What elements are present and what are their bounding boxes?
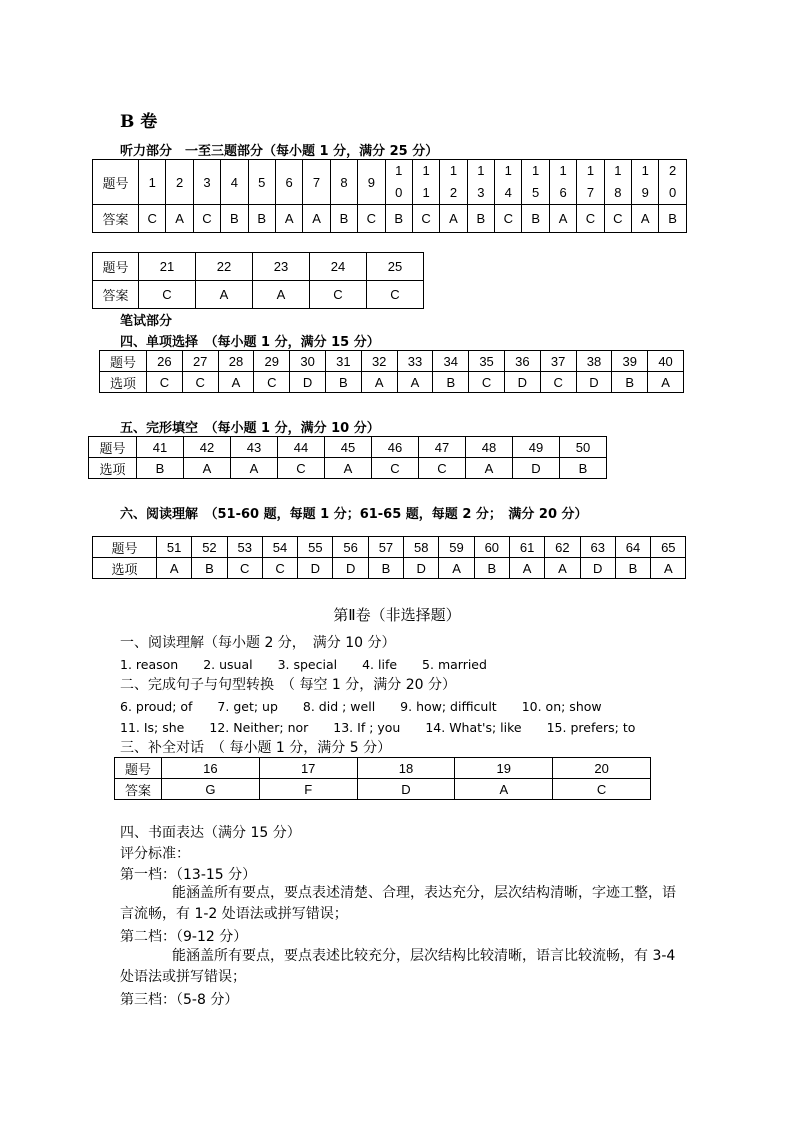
answer-cell: A: [455, 779, 553, 800]
answer-cell: B: [560, 458, 607, 479]
section6-heading: 六、阅读理解 （51-60 题，每题 1 分；61-65 题，每题 2 分； 满分 20 分）: [120, 507, 588, 522]
answer-cell: C: [182, 372, 218, 393]
row-label-question: 题号: [100, 351, 147, 372]
question-number-cell: 57: [368, 537, 403, 558]
level2-text: 能涵盖所有要点，要点表述比较充分，层次结构比较清晰，语言比较流畅，有 3-4 处语法或拼写错误；: [120, 948, 676, 985]
paper-2-title: 第Ⅱ卷（非选择题）: [333, 606, 461, 624]
question-number-cell: 22: [196, 253, 253, 281]
question-number-cell: 52: [192, 537, 227, 558]
answer-cell: C: [553, 779, 651, 800]
question-number-cell: 51: [157, 537, 192, 558]
answer-cell: B: [522, 205, 549, 233]
answer-table-1-20: [92, 159, 687, 233]
answer-cell: B: [385, 205, 412, 233]
answer-cell: C: [147, 372, 183, 393]
question-number-cell: 29: [254, 351, 290, 372]
answer-cell: D: [298, 558, 333, 579]
answer-cell: B: [474, 558, 509, 579]
row-label-answer: 答案: [93, 281, 139, 309]
table-row-numbers: [89, 437, 607, 458]
table-row-numbers: [100, 351, 684, 372]
answer-cell: D: [513, 458, 560, 479]
p2-sec2-heading: 二、完成句子与句型转换 （ 每空 1 分，满分 20 分）: [120, 677, 456, 693]
question-number-cell: 47: [419, 437, 466, 458]
question-number-cell: 58: [404, 537, 439, 558]
question-number-cell: 65: [651, 537, 686, 558]
question-number-cell: 2 0: [659, 160, 686, 205]
answer-cell: C: [495, 205, 522, 233]
answer-cell: C: [310, 281, 367, 309]
row-label-answer: 答案: [93, 205, 139, 233]
question-number-cell: 64: [615, 537, 650, 558]
section5-heading: 五、完形填空 （每小题 1 分，满分 10 分）: [120, 421, 380, 436]
question-number-cell: 62: [545, 537, 580, 558]
answer-cell: B: [467, 205, 494, 233]
answer-cell: B: [612, 372, 648, 393]
question-number-cell: 1 3: [467, 160, 494, 205]
answer-table-41-50: [88, 436, 607, 479]
answer-cell: A: [325, 458, 372, 479]
table-row-answers: [93, 205, 687, 233]
p2-sec1-heading: 一、阅读理解（每小题 2 分， 满分 10 分）: [120, 635, 396, 651]
question-number-cell: 46: [372, 437, 419, 458]
answer-cell: C: [262, 558, 297, 579]
answer-cell: C: [278, 458, 325, 479]
answer-cell: C: [193, 205, 220, 233]
question-number-cell: 9: [358, 160, 385, 205]
question-number-cell: 59: [439, 537, 474, 558]
answer-cell: B: [137, 458, 184, 479]
answer-cell: C: [540, 372, 576, 393]
question-number-cell: 43: [231, 437, 278, 458]
answer-cell: B: [248, 205, 275, 233]
section4-heading: 四、单项选择 （每小题 1 分，满分 15 分）: [120, 335, 380, 350]
table-row-answers: [100, 372, 684, 393]
question-number-cell: 1 7: [577, 160, 604, 205]
answer-cell: D: [333, 558, 368, 579]
written-heading: 笔试部分: [120, 314, 173, 329]
answer-cell: D: [580, 558, 615, 579]
answer-cell: D: [504, 372, 540, 393]
question-number-cell: 56: [333, 537, 368, 558]
answer-cell: A: [196, 281, 253, 309]
level1-text: 能涵盖所有要点，要点表述清楚、合理，表达充分，层次结构清晰，字迹工整，语言流畅，有 1-2 处语法或拼写错误；: [120, 885, 676, 922]
question-number-cell: 25: [367, 253, 424, 281]
table-row-answers: [115, 779, 651, 800]
row-label-question: 题号: [93, 160, 139, 205]
answer-cell: C: [367, 281, 424, 309]
answer-cell: A: [509, 558, 544, 579]
table-row-numbers: [93, 160, 687, 205]
answer-table-51-65: [92, 536, 686, 579]
p2-sec2-line1: 6. proud; of 7. get; up 8. did ; well 9. how; difficult 10. on; show: [120, 699, 602, 714]
answer-cell: B: [433, 372, 469, 393]
answer-cell: C: [254, 372, 290, 393]
p2-sec4-heading: 四、书面表达（满分 15 分）: [120, 825, 301, 841]
question-number-cell: 1 4: [495, 160, 522, 205]
row-label-question: 题号: [93, 537, 157, 558]
question-number-cell: 2: [166, 160, 193, 205]
question-number-cell: 63: [580, 537, 615, 558]
answer-cell: C: [412, 205, 439, 233]
question-number-cell: 24: [310, 253, 367, 281]
question-number-cell: 35: [469, 351, 505, 372]
answer-cell: F: [259, 779, 357, 800]
question-number-cell: 16: [162, 758, 260, 779]
answer-cell: B: [330, 205, 357, 233]
question-number-cell: 1 0: [385, 160, 412, 205]
question-number-cell: 8: [330, 160, 357, 205]
answer-cell: A: [439, 558, 474, 579]
answer-cell: C: [358, 205, 385, 233]
question-number-cell: 55: [298, 537, 333, 558]
p2-sec2-line2: 11. Is; she 12. Neither; nor 13. If ; you 14. What's; like 15. prefers; to: [120, 720, 636, 735]
question-number-cell: 48: [466, 437, 513, 458]
row-label-answer: 选项: [100, 372, 147, 393]
question-number-cell: 53: [227, 537, 262, 558]
question-number-cell: 1 8: [604, 160, 631, 205]
answer-table-26-40: [99, 350, 684, 393]
question-number-cell: 45: [325, 437, 372, 458]
answer-cell: B: [192, 558, 227, 579]
question-number-cell: 42: [184, 437, 231, 458]
question-number-cell: 37: [540, 351, 576, 372]
question-number-cell: 21: [139, 253, 196, 281]
answer-cell: D: [576, 372, 612, 393]
answer-cell: C: [469, 372, 505, 393]
question-number-cell: 6: [275, 160, 302, 205]
table-row-answers: [93, 281, 424, 309]
question-number-cell: 54: [262, 537, 297, 558]
question-number-cell: 61: [509, 537, 544, 558]
question-number-cell: 19: [455, 758, 553, 779]
answer-cell: A: [648, 372, 684, 393]
answer-cell: A: [157, 558, 192, 579]
answer-cell: C: [604, 205, 631, 233]
table-row-numbers: [93, 537, 686, 558]
question-number-cell: 18: [357, 758, 455, 779]
question-number-cell: 34: [433, 351, 469, 372]
question-number-cell: 5: [248, 160, 275, 205]
answer-cell: B: [221, 205, 248, 233]
level3-label: 第三档：（5-8 分）: [120, 992, 239, 1008]
answer-cell: A: [651, 558, 686, 579]
row-label-question: 题号: [115, 758, 162, 779]
answer-cell: B: [615, 558, 650, 579]
row-label-answer: 选项: [93, 558, 157, 579]
answer-cell: A: [440, 205, 467, 233]
row-label-answer: 选项: [89, 458, 137, 479]
question-number-cell: 1 1: [412, 160, 439, 205]
answer-cell: B: [368, 558, 403, 579]
answer-cell: A: [231, 458, 278, 479]
answer-cell: A: [549, 205, 576, 233]
question-number-cell: 33: [397, 351, 433, 372]
question-number-cell: 38: [576, 351, 612, 372]
question-number-cell: 17: [259, 758, 357, 779]
answer-cell: A: [184, 458, 231, 479]
answer-cell: C: [227, 558, 262, 579]
table-row-numbers: [115, 758, 651, 779]
question-number-cell: 49: [513, 437, 560, 458]
answer-cell: A: [303, 205, 330, 233]
answer-cell: D: [290, 372, 326, 393]
answer-cell: A: [253, 281, 310, 309]
answer-cell: D: [404, 558, 439, 579]
question-number-cell: 30: [290, 351, 326, 372]
question-number-cell: 31: [325, 351, 361, 372]
paper-b-title: B 卷: [120, 112, 158, 132]
answer-cell: C: [372, 458, 419, 479]
answer-cell: C: [139, 205, 166, 233]
answer-table-16-20: [114, 757, 651, 800]
question-number-cell: 27: [182, 351, 218, 372]
p2-sec3-heading: 三、补全对话 （ 每小题 1 分，满分 5 分）: [120, 740, 392, 756]
question-number-cell: 1 9: [632, 160, 659, 205]
answer-cell: C: [577, 205, 604, 233]
row-label-question: 题号: [89, 437, 137, 458]
criteria-label: 评分标准：: [120, 846, 190, 862]
p2-sec1-answers: 1. reason 2. usual 3. special 4. life 5. married: [120, 657, 487, 672]
level2-label: 第二档：（9-12 分）: [120, 929, 248, 945]
question-number-cell: 26: [147, 351, 183, 372]
row-label-question: 题号: [93, 253, 139, 281]
answer-cell: A: [275, 205, 302, 233]
question-number-cell: 1 6: [549, 160, 576, 205]
answer-cell: A: [166, 205, 193, 233]
table-row-answers: [89, 458, 607, 479]
listening-heading: 听力部分 一至三题部分（每小题 1 分，满分 25 分）: [120, 144, 439, 159]
question-number-cell: 28: [218, 351, 254, 372]
question-number-cell: 41: [137, 437, 184, 458]
answer-cell: D: [357, 779, 455, 800]
answer-cell: A: [361, 372, 397, 393]
question-number-cell: 50: [560, 437, 607, 458]
answer-cell: A: [218, 372, 254, 393]
question-number-cell: 39: [612, 351, 648, 372]
answer-cell: B: [659, 205, 686, 233]
question-number-cell: 40: [648, 351, 684, 372]
answer-cell: B: [325, 372, 361, 393]
question-number-cell: 7: [303, 160, 330, 205]
answer-cell: A: [466, 458, 513, 479]
answer-cell: A: [397, 372, 433, 393]
table-row-answers: [93, 558, 686, 579]
question-number-cell: 60: [474, 537, 509, 558]
table-row-numbers: [93, 253, 424, 281]
answer-cell: C: [139, 281, 196, 309]
answer-cell: C: [419, 458, 466, 479]
row-label-answer: 答案: [115, 779, 162, 800]
question-number-cell: 3: [193, 160, 220, 205]
level1-label: 第一档：（13-15 分）: [120, 867, 257, 883]
question-number-cell: 4: [221, 160, 248, 205]
question-number-cell: 20: [553, 758, 651, 779]
question-number-cell: 1 2: [440, 160, 467, 205]
question-number-cell: 36: [504, 351, 540, 372]
question-number-cell: 1: [139, 160, 166, 205]
answer-cell: A: [632, 205, 659, 233]
question-number-cell: 1 5: [522, 160, 549, 205]
answer-cell: G: [162, 779, 260, 800]
answer-table-21-25: [92, 252, 424, 309]
question-number-cell: 32: [361, 351, 397, 372]
question-number-cell: 23: [253, 253, 310, 281]
question-number-cell: 44: [278, 437, 325, 458]
answer-cell: A: [545, 558, 580, 579]
